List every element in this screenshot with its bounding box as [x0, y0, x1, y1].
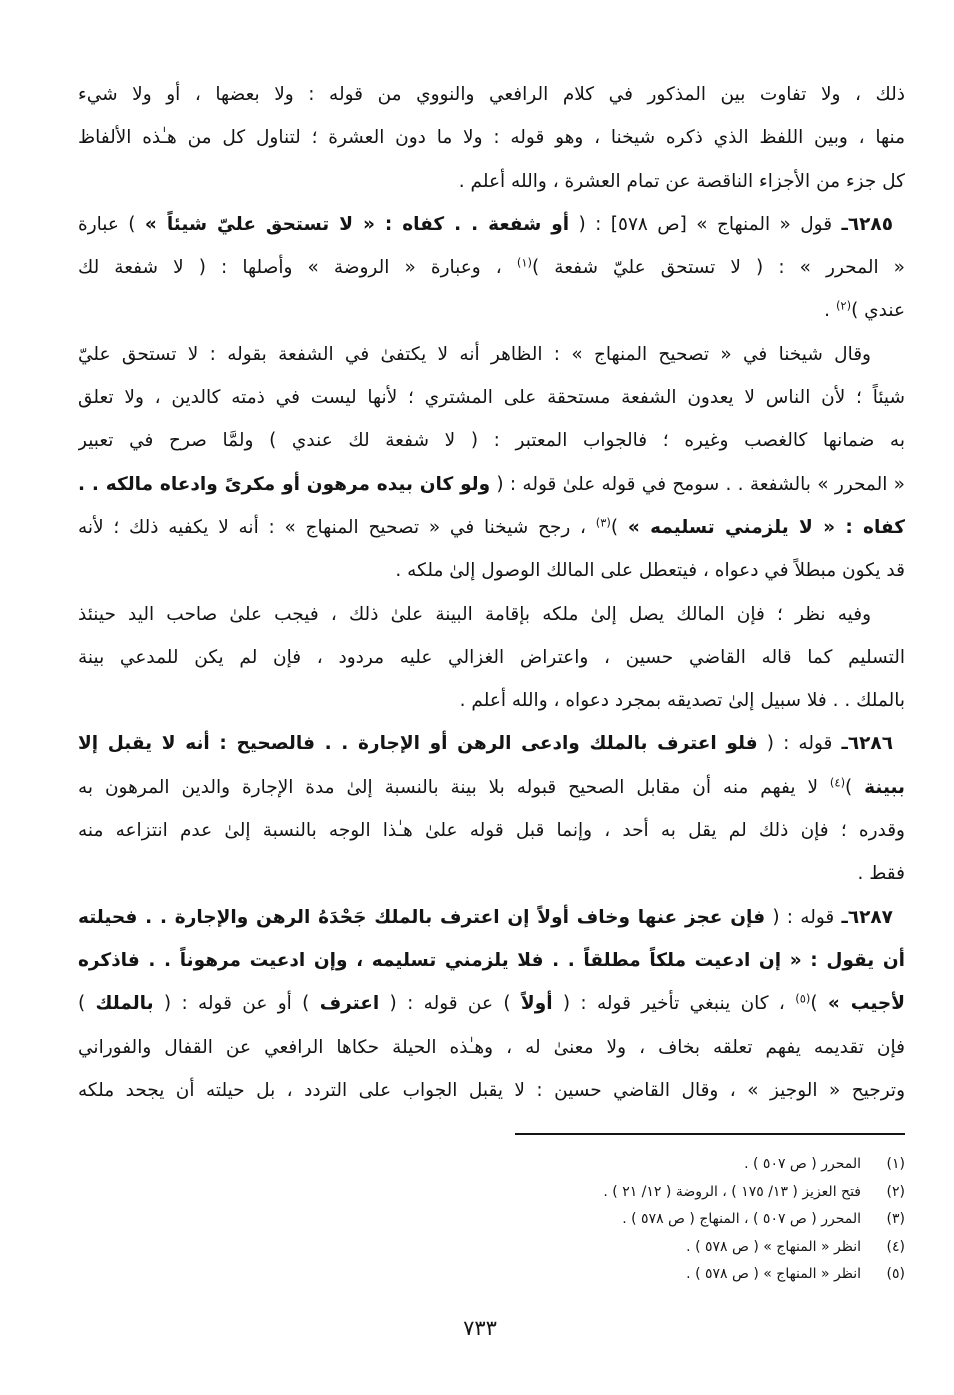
footnote-separator — [515, 1133, 905, 1135]
text-run: قول « المنهاج » [ص ٥٧٨] : ( — [569, 213, 842, 235]
text-run: ) — [845, 776, 865, 798]
text-line — [78, 246, 905, 289]
entry-number: ٦٢٨٦ـ — [841, 733, 893, 755]
text-run: لا يفهم منه أن مقابل الصحيح قبوله بلا بينة بالنسبة إلىٰ مدة الإجارة والدين المرهون به — [78, 776, 830, 798]
text-run: وفيه نظر ؛ فإن المالك يصل إلىٰ ملكه بإقامة البينة علىٰ ذلك ، فيجب علىٰ صاحب اليد حينئذ — [78, 603, 871, 625]
footnote-text: انظر « المنهاج » ( ص ٥٧٨ ) . — [686, 1238, 861, 1255]
footnote-ref: (٥) — [795, 991, 811, 1006]
footnote-ref: (٤) — [829, 775, 846, 790]
text-line — [78, 376, 905, 419]
footnote-ref: (٣) — [595, 515, 611, 530]
text-run: قد يكون مبطلاً في دعواه ، فيتعطل على المالك الوصول إلىٰ ملكه . — [395, 560, 905, 582]
text-run: شيئاً ؛ لأن الناس لا يعدون الشفعة مستحقة على المشتري ؛ لأنها ليست في ذمته كالدين ، ولا تعلق — [78, 387, 905, 409]
text-run: قوله : ( — [765, 906, 842, 928]
text-run: ) عبارة — [78, 213, 145, 235]
text-run: وقال شيخنا في « تصحيح المنهاج » : الظاهر أنه لا يكتفىٰ في الشفعة بقوله : لا تستحق عليّ — [78, 343, 871, 365]
text-run: فإن تقديمه يفهم تعلقه بخاف ، ولا معنىٰ له ، وهـٰذه الحيلة حكاها الرافعي عن القفال والفوراني — [78, 1036, 905, 1058]
text-line — [78, 896, 905, 939]
text-line — [78, 1026, 905, 1069]
text-run: ، وعبارة « الروضة » وأصلها : ( لا شفعة لك — [78, 257, 517, 279]
quoted-text: أن يقول : « إن ادعيت ملكاً مطلقاً . . فلا يلزمني تسليمه ، وإن ادعيت مرهوناً . . فاذكره — [78, 949, 905, 971]
footnote-number: (٥) — [886, 1266, 905, 1283]
quoted-text: اعترف — [319, 993, 380, 1015]
entry-number: ٦٢٨٧ـ — [841, 906, 893, 928]
text-run: ) أو عن قوله : ( — [153, 993, 320, 1015]
text-line — [78, 809, 905, 852]
text-run: « المحرر » : ( لا تستحق عليّ شفعة ) — [531, 257, 905, 279]
quoted-text: ببينة — [864, 776, 905, 798]
footnote-ref: (٢) — [835, 299, 852, 314]
text-line — [78, 203, 905, 246]
text-line — [78, 160, 905, 203]
footnote-ref: (١) — [516, 255, 532, 270]
text-run: التسليم كما قاله القاضي حسين ، واعتراض الغزالي عليه مردود ، فإن لم يكن للمدعي بينة — [78, 646, 905, 668]
text-line — [78, 289, 905, 332]
footnote-number: (٤) — [886, 1238, 905, 1255]
text-line — [78, 463, 905, 506]
footnote — [445, 1234, 905, 1262]
entry-number: ٦٢٨٥ـ — [841, 213, 893, 235]
footnote-number: (١) — [886, 1156, 905, 1172]
text-run: عندي ) — [851, 300, 905, 322]
quoted-text: فإن عجز عنها وخاف أولاً إن اعترف بالملك جَحْدَهُ الرهن والإجارة . . فحيلته — [78, 906, 766, 928]
text-run: . — [824, 300, 836, 322]
text-run: بالملك . . فلا سبيل إلىٰ تصديقه بمجرد دعواه ، والله أعلم . — [459, 690, 905, 712]
text-run: به ضمانها كالغصب وغيره ؛ فالجواب المعتبر : ( لا شفعة لك عندي ) ولمَّا صرح في تعبير — [78, 430, 905, 452]
text-run: ذلك ، ولا تفاوت بين المذكور في كلام الرافعي والنووي من قوله : ولا بعضها ، أو ولا شيء — [78, 84, 905, 105]
text-line — [78, 333, 905, 376]
footnotes — [445, 1151, 905, 1289]
footnote — [445, 1206, 905, 1234]
footnote-text: المحرر ( ص ٥٠٧ ) ، المنهاج ( ص ٥٧٨ ) . — [622, 1211, 861, 1228]
quoted-text: أو شفعة . . كفاه : « لا تستحق عليّ شيئاً » — [144, 213, 570, 235]
text-run: « المحرر » بالشفعة . . سومح في قوله علىٰ قوله : ( — [490, 473, 905, 495]
footnote — [445, 1261, 905, 1289]
text-run: ، رجح شيخنا في « تصحيح المنهاج » : أنه لا يكفيه ذلك ؛ لأنه — [78, 516, 596, 538]
text-line — [78, 1069, 905, 1112]
text-run: قوله : ( — [757, 733, 842, 755]
text-run: فقط . — [857, 863, 905, 885]
quoted-text: ولو كان بيده مرهون أو مكرىً وادعاه مالكه . . — [78, 473, 491, 495]
quoted-text: أولاً — [520, 993, 553, 1015]
text-line — [78, 852, 905, 895]
text-run: ) — [610, 516, 628, 538]
text-line — [78, 939, 905, 982]
footnote-text: المحرر ( ص ٥٠٧ ) . — [744, 1156, 861, 1172]
text-line — [78, 506, 905, 549]
text-run: ) — [810, 993, 828, 1015]
text-run: كل جزء من الأجزاء الناقصة عن تمام العشرة ، والله أعلم . — [458, 170, 905, 192]
footnote-number: (٢) — [886, 1183, 905, 1200]
footnote — [445, 1151, 905, 1179]
text-run: ) عن قوله : ( — [379, 993, 521, 1015]
quoted-text: كفاه : « لا يلزمني تسليمه » — [627, 516, 905, 538]
text-line — [78, 722, 905, 765]
text-run: منها ، وبين اللفظ الذي ذكره شيخنا ، وهو قوله : ولا ما دون العشرة ؛ لتناول كل من هـٰذه الألفاظ — [78, 127, 905, 149]
page-number: ٧٣٣ — [463, 1316, 497, 1340]
body-text — [78, 73, 905, 1112]
footnote-text: فتح العزيز ( ١٣/ ١٧٥ ) ، الروضة ( ١٢/ ٢١ ) . — [603, 1183, 861, 1200]
footnote-text: انظر « المنهاج » ( ص ٥٧٨ ) . — [686, 1266, 861, 1283]
text-run: وترجيح « الوجيز » ، وقال القاضي حسين : لا يقبل الجواب على التردد ، بل حيلته أن يجحد ملكه — [78, 1079, 905, 1101]
text-line — [78, 73, 905, 116]
text-line — [78, 982, 905, 1025]
text-run: ) — [78, 993, 96, 1015]
text-line — [78, 636, 905, 679]
text-line — [78, 549, 905, 592]
text-line — [78, 116, 905, 159]
quoted-text: فلو اعترف بالملك وادعى الرهن أو الإجارة . . فالصحيح : أنه لا يقبل إلا — [78, 733, 758, 755]
text-line — [78, 679, 905, 722]
text-line — [78, 419, 905, 462]
footnote-number: (٣) — [886, 1211, 905, 1228]
text-run: ، كان ينبغي تأخير قوله : ( — [552, 993, 796, 1015]
footnote — [445, 1179, 905, 1207]
text-run: وقدره ؛ فإن ذلك لم يقل به أحد ، وإنما قبل قوله علىٰ هـٰذا الوجه بالنسبة إلىٰ عدم انتزاعه منه — [78, 820, 905, 842]
text-line — [78, 766, 905, 809]
quoted-text: بالملك — [95, 993, 154, 1015]
text-line — [78, 593, 905, 636]
quoted-text: لأجيب » — [827, 993, 905, 1015]
